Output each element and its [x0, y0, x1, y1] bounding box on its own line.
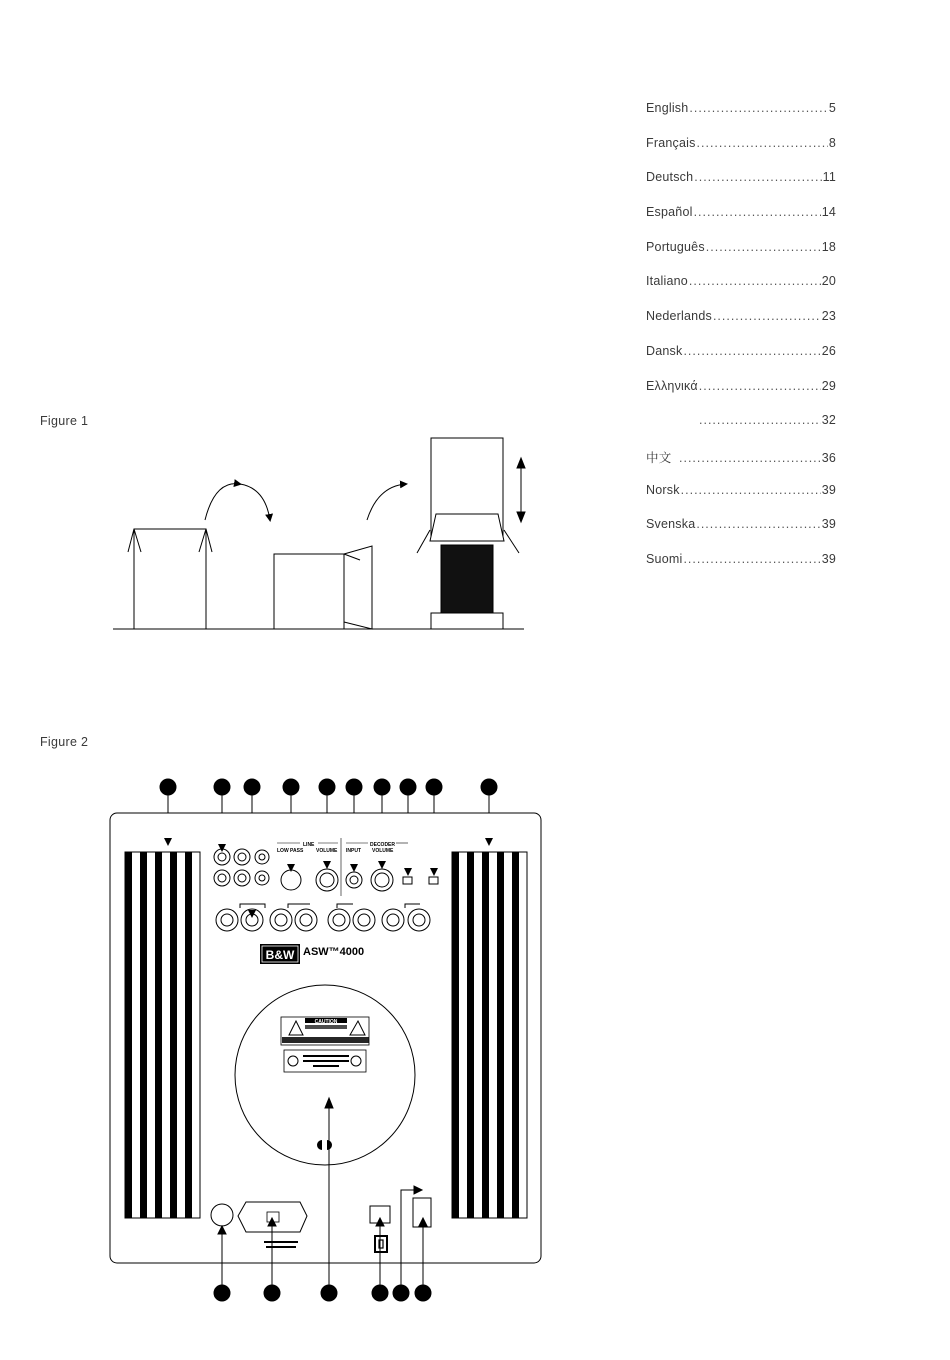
toc-entry-norsk[interactable]: Norsk ..... 39: [646, 483, 836, 518]
figure-1-illustration: [113, 438, 525, 629]
switch-1[interactable]: [403, 877, 412, 884]
callout-dot: [481, 779, 497, 795]
panel-decoder-label: DECODER: [370, 842, 396, 848]
toc-entry-nederlands[interactable]: Nederlands ..... 23: [646, 309, 836, 344]
callout-dot: [319, 779, 335, 795]
heatsink-right: [452, 852, 527, 1218]
toc-entry-italiano[interactable]: Italiano ..... 20: [646, 274, 836, 309]
toc-entry-espanol[interactable]: Español ..... 14: [646, 205, 836, 240]
caution-label: [281, 1017, 369, 1045]
model-name: ASW™4000: [303, 946, 365, 958]
panel-input-label: INPUT: [346, 848, 361, 854]
toc-entry-deutsch[interactable]: Deutsch ..... 11: [646, 170, 836, 205]
driver-circle: [235, 985, 415, 1165]
rotate-arrow-icon: [367, 484, 406, 520]
callout-dot: [214, 1285, 230, 1301]
rotate-arrow-icon: [205, 484, 240, 520]
inverted-box-drawing: [274, 546, 372, 629]
callout-dot: [264, 1285, 280, 1301]
callout-dot: [346, 779, 362, 795]
toc-entry-svenska[interactable]: Svenska ..... 39: [646, 517, 836, 552]
toc-entry-greek[interactable]: Ελληνικά ..... 29: [646, 379, 836, 414]
figure-2-label: Figure 2: [40, 735, 89, 749]
heatsink-left: [125, 852, 200, 1218]
callout-dot: [214, 779, 230, 795]
lift-box-drawing: [417, 438, 525, 629]
low-pass-knob[interactable]: [281, 870, 301, 890]
certification-label: [284, 1050, 366, 1072]
rotate-arrow-icon: [240, 484, 270, 520]
brand-logo: B&W: [265, 948, 295, 962]
callout-dot: [415, 1285, 431, 1301]
panel-volume-label: VOLUME: [316, 848, 338, 854]
figure-1-label: Figure 1: [40, 414, 89, 428]
panel-volume2-label: VOLUME: [372, 848, 394, 854]
fuse-holder: [211, 1204, 233, 1226]
open-box-drawing: [128, 529, 212, 629]
toc-entry-suomi[interactable]: Suomi ..... 39: [646, 552, 836, 587]
toc-entry-portugues[interactable]: Português ..... 18: [646, 240, 836, 275]
svg-text:CAUTION: CAUTION: [314, 1019, 338, 1025]
callout-dot: [374, 779, 390, 795]
callout-dot: [244, 779, 260, 795]
callout-dot: [426, 779, 442, 795]
callout-dot: [372, 1285, 388, 1301]
toc-entry-francais[interactable]: Français ..... 8: [646, 136, 836, 171]
panel-line-label: LINE: [303, 842, 315, 848]
switch-2[interactable]: [429, 877, 438, 884]
callout-dot: [400, 779, 416, 795]
callout-dot: [160, 779, 176, 795]
figure-2-illustration: [110, 779, 541, 1301]
toc-entry-dansk[interactable]: Dansk ..... 26: [646, 344, 836, 379]
toc-entry-english[interactable]: English ..... 5: [646, 101, 836, 136]
callout-dot: [283, 779, 299, 795]
toc-entry-chinese[interactable]: 中文 ..... 36: [646, 448, 836, 483]
callout-dot: [321, 1285, 337, 1301]
callout-dot: [393, 1285, 409, 1301]
panel-low-pass-label: LOW PASS: [277, 848, 304, 854]
toc-entry-blank[interactable]: ..... 32: [646, 413, 836, 448]
